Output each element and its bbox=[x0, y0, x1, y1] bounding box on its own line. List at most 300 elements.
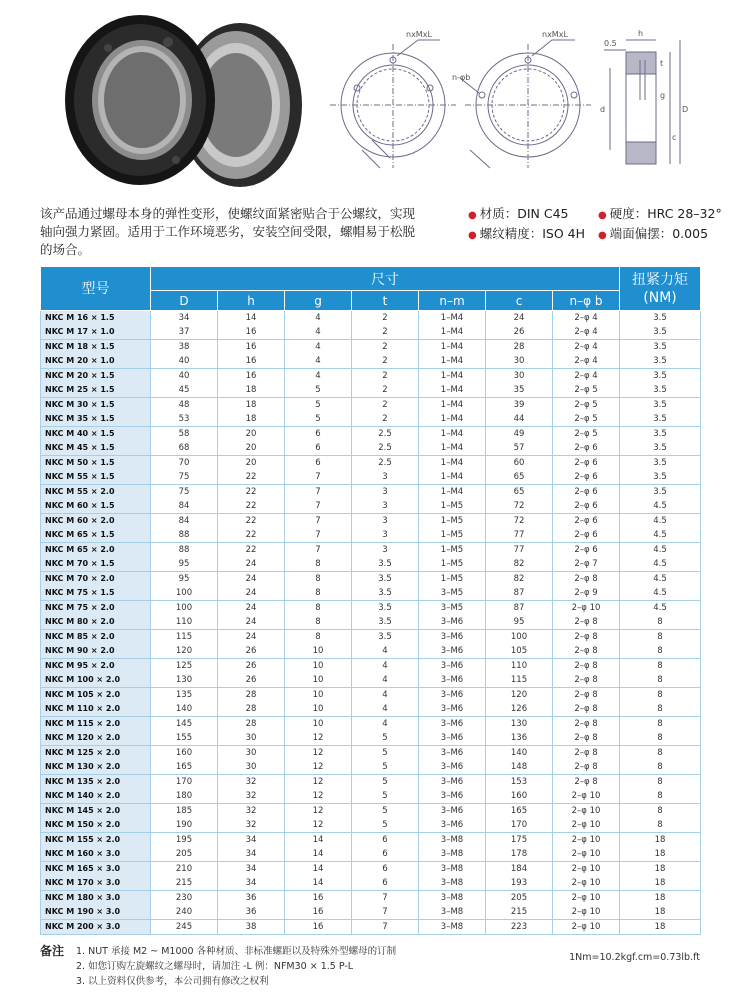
table-cell: 2–φ 8 bbox=[553, 717, 620, 732]
column-header: g bbox=[285, 291, 352, 311]
table-cell: 2–φ 6 bbox=[553, 485, 620, 500]
table-cell: 170 bbox=[486, 818, 553, 833]
table-row bbox=[41, 775, 701, 790]
table-cell: 170 bbox=[151, 775, 218, 790]
table-cell: 38 bbox=[218, 920, 285, 935]
table-cell: 7 bbox=[352, 905, 419, 920]
model-cell: NKC M 17 × 1.0 bbox=[41, 325, 151, 340]
note-line: 3. 以上资料仅供参考，本公司拥有修改之权利 bbox=[76, 976, 269, 987]
table-row bbox=[41, 340, 701, 355]
front1-callout-label: nxMxL bbox=[406, 30, 432, 39]
table-cell: 84 bbox=[151, 514, 218, 529]
table-cell: 2–φ 6 bbox=[553, 514, 620, 529]
table-cell: 14 bbox=[285, 833, 352, 848]
product-photo bbox=[65, 15, 302, 187]
table-cell: 26 bbox=[486, 325, 553, 340]
table-cell: 14 bbox=[285, 876, 352, 891]
table-cell: 2 bbox=[352, 340, 419, 355]
table-cell: 22 bbox=[218, 485, 285, 500]
table-cell: 8 bbox=[620, 688, 701, 703]
model-cell: NKC M 200 × 3.0 bbox=[41, 920, 151, 935]
model-cell: NKC M 45 × 1.5 bbox=[41, 441, 151, 456]
table-cell: 20 bbox=[218, 427, 285, 442]
table-cell: 215 bbox=[486, 905, 553, 920]
table-row bbox=[41, 818, 701, 833]
table-cell: 2–φ 10 bbox=[553, 804, 620, 819]
table-cell: 3–M6 bbox=[419, 615, 486, 630]
table-cell: 2–φ 10 bbox=[553, 920, 620, 935]
table-cell: 16 bbox=[218, 325, 285, 340]
table-cell: 2–φ 10 bbox=[553, 833, 620, 848]
table-row bbox=[41, 746, 701, 761]
spec-thread-accuracy: ● 螺纹精度：ISO 4H bbox=[468, 226, 586, 241]
table-cell: 2–φ 6 bbox=[553, 456, 620, 471]
table-cell: 70 bbox=[151, 456, 218, 471]
table-cell: 4 bbox=[352, 673, 419, 688]
table-cell: 1–M4 bbox=[419, 398, 486, 413]
table-cell: 190 bbox=[151, 818, 218, 833]
table-cell: 115 bbox=[151, 630, 218, 645]
table-cell: 7 bbox=[285, 528, 352, 543]
table-cell: 3–M6 bbox=[419, 818, 486, 833]
table-row bbox=[41, 499, 701, 514]
table-cell: 3–M6 bbox=[419, 717, 486, 732]
table-cell: 1–M4 bbox=[419, 340, 486, 355]
table-row bbox=[41, 760, 701, 775]
table-row bbox=[41, 557, 701, 572]
table-cell: 125 bbox=[151, 659, 218, 674]
table-cell: 2–φ 8 bbox=[553, 615, 620, 630]
table-cell: 2–φ 8 bbox=[553, 760, 620, 775]
model-cell: NKC M 20 × 1.5 bbox=[41, 369, 151, 384]
table-row bbox=[41, 325, 701, 340]
table-cell: 3.5 bbox=[620, 369, 701, 384]
table-cell: 10 bbox=[285, 659, 352, 674]
table-cell: 34 bbox=[218, 862, 285, 877]
table-cell: 223 bbox=[486, 920, 553, 935]
table-cell: 2–φ 4 bbox=[553, 354, 620, 369]
table-cell: 120 bbox=[486, 688, 553, 703]
table-row bbox=[41, 862, 701, 877]
model-cell: NKC M 130 × 2.0 bbox=[41, 760, 151, 775]
table-row bbox=[41, 731, 701, 746]
table-cell: 210 bbox=[151, 862, 218, 877]
table-cell: 145 bbox=[151, 717, 218, 732]
table-cell: 7 bbox=[352, 920, 419, 935]
table-cell: 3–M6 bbox=[419, 789, 486, 804]
table-cell: 245 bbox=[151, 920, 218, 935]
table-cell: 18 bbox=[620, 833, 701, 848]
table-cell: 22 bbox=[218, 499, 285, 514]
table-cell: 240 bbox=[151, 905, 218, 920]
table-cell: 8 bbox=[620, 789, 701, 804]
table-cell: 2–φ 9 bbox=[553, 586, 620, 601]
table-cell: 82 bbox=[486, 557, 553, 572]
table-cell: 88 bbox=[151, 528, 218, 543]
model-cell: NKC M 160 × 3.0 bbox=[41, 847, 151, 862]
spec-table bbox=[40, 266, 701, 935]
table-cell: 28 bbox=[218, 688, 285, 703]
table-cell: 3–M8 bbox=[419, 833, 486, 848]
table-cell: 5 bbox=[285, 412, 352, 427]
table-cell: 48 bbox=[151, 398, 218, 413]
table-cell: 165 bbox=[151, 760, 218, 775]
table-cell: 1–M4 bbox=[419, 383, 486, 398]
table-cell: 3.5 bbox=[352, 572, 419, 587]
table-cell: 95 bbox=[486, 615, 553, 630]
table-cell: 2–φ 8 bbox=[553, 702, 620, 717]
table-cell: 195 bbox=[151, 833, 218, 848]
table-cell: 2–φ 7 bbox=[553, 557, 620, 572]
table-cell: 8 bbox=[620, 673, 701, 688]
table-cell: 2–φ 8 bbox=[553, 572, 620, 587]
table-cell: 12 bbox=[285, 746, 352, 761]
unit-conversion: 1Nm=10.2kgf.cm=0.73lb.ft bbox=[569, 952, 700, 963]
table-cell: 115 bbox=[486, 673, 553, 688]
table-cell: 24 bbox=[218, 586, 285, 601]
table-cell: 2–φ 5 bbox=[553, 383, 620, 398]
table-cell: 58 bbox=[151, 427, 218, 442]
table-cell: 32 bbox=[218, 804, 285, 819]
table-cell: 100 bbox=[486, 630, 553, 645]
table-cell: 160 bbox=[151, 746, 218, 761]
table-cell: 95 bbox=[151, 557, 218, 572]
table-cell: 40 bbox=[151, 369, 218, 384]
model-cell: NKC M 95 × 2.0 bbox=[41, 659, 151, 674]
table-cell: 20 bbox=[218, 456, 285, 471]
table-cell: 205 bbox=[486, 891, 553, 906]
table-cell: 1–M4 bbox=[419, 427, 486, 442]
table-cell: 8 bbox=[620, 659, 701, 674]
table-cell: 3.5 bbox=[352, 615, 419, 630]
table-cell: 3.5 bbox=[620, 311, 701, 326]
table-cell: 8 bbox=[620, 615, 701, 630]
table-cell: 4.5 bbox=[620, 528, 701, 543]
table-cell: 3.5 bbox=[352, 557, 419, 572]
table-cell: 2–φ 10 bbox=[553, 789, 620, 804]
model-cell: NKC M 40 × 1.5 bbox=[41, 427, 151, 442]
model-header: 型号 bbox=[41, 267, 151, 311]
table-cell: 7 bbox=[285, 470, 352, 485]
table-cell: 2–φ 6 bbox=[553, 441, 620, 456]
table-row bbox=[41, 644, 701, 659]
table-cell: 2.5 bbox=[352, 441, 419, 456]
table-cell: 110 bbox=[486, 659, 553, 674]
table-cell: 8 bbox=[620, 717, 701, 732]
table-cell: 5 bbox=[285, 383, 352, 398]
model-cell: NKC M 60 × 2.0 bbox=[41, 514, 151, 529]
table-row bbox=[41, 630, 701, 645]
table-cell: 10 bbox=[285, 702, 352, 717]
table-cell: 153 bbox=[486, 775, 553, 790]
table-cell: 3–M6 bbox=[419, 644, 486, 659]
table-cell: 16 bbox=[285, 905, 352, 920]
table-cell: 2–φ 5 bbox=[553, 398, 620, 413]
table-cell: 3–M8 bbox=[419, 876, 486, 891]
table-cell: 3–M8 bbox=[419, 905, 486, 920]
column-header: D bbox=[151, 291, 218, 311]
table-cell: 68 bbox=[151, 441, 218, 456]
table-cell: 12 bbox=[285, 760, 352, 775]
model-cell: NKC M 80 × 2.0 bbox=[41, 615, 151, 630]
model-cell: NKC M 35 × 1.5 bbox=[41, 412, 151, 427]
table-cell: 34 bbox=[218, 847, 285, 862]
table-cell: 1–M5 bbox=[419, 514, 486, 529]
table-cell: 8 bbox=[620, 804, 701, 819]
table-cell: 37 bbox=[151, 325, 218, 340]
table-cell: 3 bbox=[352, 499, 419, 514]
model-cell: NKC M 65 × 2.0 bbox=[41, 543, 151, 558]
model-cell: NKC M 110 × 2.0 bbox=[41, 702, 151, 717]
table-cell: 7 bbox=[285, 514, 352, 529]
table-cell: 14 bbox=[285, 862, 352, 877]
table-cell: 44 bbox=[486, 412, 553, 427]
table-cell: 130 bbox=[151, 673, 218, 688]
table-cell: 36 bbox=[218, 905, 285, 920]
table-cell: 77 bbox=[486, 543, 553, 558]
model-cell: NKC M 190 × 3.0 bbox=[41, 905, 151, 920]
model-cell: NKC M 85 × 2.0 bbox=[41, 630, 151, 645]
table-cell: 2–φ 10 bbox=[553, 876, 620, 891]
table-cell: 4.5 bbox=[620, 499, 701, 514]
table-cell: 14 bbox=[218, 311, 285, 326]
table-cell: 30 bbox=[486, 369, 553, 384]
table-cell: 18 bbox=[620, 920, 701, 935]
table-cell: 4 bbox=[285, 325, 352, 340]
model-cell: NKC M 100 × 2.0 bbox=[41, 673, 151, 688]
table-cell: 8 bbox=[285, 557, 352, 572]
table-cell: 2–φ 10 bbox=[553, 847, 620, 862]
table-cell: 8 bbox=[620, 818, 701, 833]
table-cell: 2 bbox=[352, 311, 419, 326]
table-cell: 12 bbox=[285, 804, 352, 819]
table-cell: 34 bbox=[151, 311, 218, 326]
table-cell: 12 bbox=[285, 775, 352, 790]
hole-label: n-φb bbox=[452, 73, 471, 82]
table-cell: 32 bbox=[218, 775, 285, 790]
table-cell: 34 bbox=[218, 833, 285, 848]
table-cell: 3.5 bbox=[620, 441, 701, 456]
table-cell: 8 bbox=[285, 630, 352, 645]
table-cell: 30 bbox=[218, 746, 285, 761]
table-cell: 20 bbox=[218, 441, 285, 456]
table-cell: 10 bbox=[285, 688, 352, 703]
table-cell: 87 bbox=[486, 586, 553, 601]
table-cell: 30 bbox=[486, 354, 553, 369]
table-cell: 100 bbox=[151, 586, 218, 601]
table-cell: 57 bbox=[486, 441, 553, 456]
model-cell: NKC M 145 × 2.0 bbox=[41, 804, 151, 819]
table-cell: 6 bbox=[285, 427, 352, 442]
table-cell: 2–φ 10 bbox=[553, 818, 620, 833]
product-description: 该产品通过螺母本身的弹性变形，使螺纹面紧密贴合于公螺纹，实现轴向强力紧固。适用于工作环境恶劣，安装空间受限，螺帽易于松脱的场合。 bbox=[40, 206, 416, 257]
table-cell: 2–φ 10 bbox=[553, 891, 620, 906]
spec-material: ● 材质：DIN C45 bbox=[468, 206, 569, 221]
table-cell: 184 bbox=[486, 862, 553, 877]
table-cell: 3.5 bbox=[620, 325, 701, 340]
table-cell: 8 bbox=[285, 572, 352, 587]
table-cell: 3–M6 bbox=[419, 688, 486, 703]
table-cell: 16 bbox=[218, 340, 285, 355]
table-cell: 165 bbox=[486, 804, 553, 819]
table-cell: 2–φ 6 bbox=[553, 499, 620, 514]
table-cell: 5 bbox=[352, 804, 419, 819]
table-cell: 1–M4 bbox=[419, 412, 486, 427]
table-cell: 3–M8 bbox=[419, 847, 486, 862]
table-cell: 8 bbox=[620, 702, 701, 717]
table-cell: 2 bbox=[352, 325, 419, 340]
table-row bbox=[41, 441, 701, 456]
table-cell: 6 bbox=[352, 876, 419, 891]
model-cell: NKC M 30 × 1.5 bbox=[41, 398, 151, 413]
table-cell: 160 bbox=[486, 789, 553, 804]
table-cell: 1–M4 bbox=[419, 354, 486, 369]
table-cell: 77 bbox=[486, 528, 553, 543]
table-cell: 2–φ 8 bbox=[553, 630, 620, 645]
side-c-label: c bbox=[672, 133, 677, 142]
table-cell: 3.5 bbox=[620, 412, 701, 427]
table-cell: 2 bbox=[352, 412, 419, 427]
table-cell: 30 bbox=[218, 760, 285, 775]
table-cell: 3.5 bbox=[620, 485, 701, 500]
table-row bbox=[41, 354, 701, 369]
table-cell: 178 bbox=[486, 847, 553, 862]
table-cell: 4.5 bbox=[620, 543, 701, 558]
model-cell: NKC M 180 × 3.0 bbox=[41, 891, 151, 906]
table-cell: 2–φ 8 bbox=[553, 731, 620, 746]
table-cell: 75 bbox=[151, 485, 218, 500]
table-cell: 10 bbox=[285, 644, 352, 659]
model-cell: NKC M 55 × 1.5 bbox=[41, 470, 151, 485]
table-cell: 230 bbox=[151, 891, 218, 906]
table-cell: 2–φ 10 bbox=[553, 905, 620, 920]
table-cell: 1–M4 bbox=[419, 369, 486, 384]
table-cell: 3 bbox=[352, 528, 419, 543]
model-cell: NKC M 165 × 3.0 bbox=[41, 862, 151, 877]
table-cell: 4.5 bbox=[620, 601, 701, 616]
spec-runout: ● 端面偏摆：0.005 bbox=[598, 226, 709, 241]
table-cell: 16 bbox=[285, 920, 352, 935]
model-cell: NKC M 65 × 1.5 bbox=[41, 528, 151, 543]
table-cell: 8 bbox=[620, 630, 701, 645]
table-cell: 1–M5 bbox=[419, 528, 486, 543]
table-cell: 6 bbox=[352, 862, 419, 877]
table-cell: 140 bbox=[486, 746, 553, 761]
model-cell: NKC M 25 × 1.5 bbox=[41, 383, 151, 398]
table-cell: 1–M4 bbox=[419, 325, 486, 340]
hero-illustrations bbox=[0, 0, 740, 200]
table-cell: 110 bbox=[151, 615, 218, 630]
table-cell: 3–M6 bbox=[419, 673, 486, 688]
model-cell: NKC M 50 × 1.5 bbox=[41, 456, 151, 471]
table-row bbox=[41, 427, 701, 442]
model-cell: NKC M 20 × 1.0 bbox=[41, 354, 151, 369]
table-cell: 3.5 bbox=[352, 601, 419, 616]
column-header: c bbox=[486, 291, 553, 311]
model-cell: NKC M 75 × 1.5 bbox=[41, 586, 151, 601]
table-cell: 4 bbox=[352, 644, 419, 659]
table-cell: 53 bbox=[151, 412, 218, 427]
table-row bbox=[41, 891, 701, 906]
table-cell: 3–M5 bbox=[419, 586, 486, 601]
table-row bbox=[41, 412, 701, 427]
table-cell: 1–M4 bbox=[419, 470, 486, 485]
table-row bbox=[41, 688, 701, 703]
table-cell: 3.5 bbox=[620, 427, 701, 442]
model-cell: NKC M 120 × 2.0 bbox=[41, 731, 151, 746]
table-cell: 5 bbox=[352, 731, 419, 746]
model-cell: NKC M 105 × 2.0 bbox=[41, 688, 151, 703]
table-cell: 3–M8 bbox=[419, 920, 486, 935]
table-cell: 5 bbox=[352, 818, 419, 833]
table-cell: 24 bbox=[218, 572, 285, 587]
table-cell: 2 bbox=[352, 369, 419, 384]
table-cell: 3.5 bbox=[620, 383, 701, 398]
side-d-label: d bbox=[600, 105, 606, 114]
model-cell: NKC M 140 × 2.0 bbox=[41, 789, 151, 804]
table-cell: 6 bbox=[285, 456, 352, 471]
table-cell: 4.5 bbox=[620, 557, 701, 572]
table-cell: 1–M4 bbox=[419, 456, 486, 471]
table-row bbox=[41, 804, 701, 819]
table-cell: 30 bbox=[218, 731, 285, 746]
table-cell: 2.5 bbox=[352, 427, 419, 442]
model-cell: NKC M 16 × 1.5 bbox=[41, 311, 151, 326]
table-cell: 28 bbox=[486, 340, 553, 355]
table-cell: 18 bbox=[620, 847, 701, 862]
table-cell: 35 bbox=[486, 383, 553, 398]
table-row bbox=[41, 586, 701, 601]
table-cell: 180 bbox=[151, 789, 218, 804]
table-cell: 38 bbox=[151, 340, 218, 355]
table-cell: 26 bbox=[218, 659, 285, 674]
table-cell: 3–M5 bbox=[419, 601, 486, 616]
table-cell: 72 bbox=[486, 499, 553, 514]
table-cell: 12 bbox=[285, 789, 352, 804]
table-cell: 155 bbox=[151, 731, 218, 746]
table-cell: 1–M4 bbox=[419, 485, 486, 500]
notes-lines bbox=[76, 944, 396, 989]
column-header: t bbox=[352, 291, 419, 311]
table-cell: 95 bbox=[151, 572, 218, 587]
table-cell: 24 bbox=[218, 630, 285, 645]
table-cell: 2–φ 6 bbox=[553, 528, 620, 543]
table-row bbox=[41, 615, 701, 630]
table-cell: 3–M6 bbox=[419, 746, 486, 761]
table-cell: 6 bbox=[352, 847, 419, 862]
table-cell: 6 bbox=[285, 441, 352, 456]
table-cell: 4 bbox=[285, 354, 352, 369]
table-cell: 12 bbox=[285, 818, 352, 833]
table-row bbox=[41, 717, 701, 732]
table-cell: 2–φ 4 bbox=[553, 369, 620, 384]
table-cell: 3–M6 bbox=[419, 630, 486, 645]
table-cell: 26 bbox=[218, 644, 285, 659]
table-cell: 2–φ 8 bbox=[553, 746, 620, 761]
table-cell: 3–M6 bbox=[419, 731, 486, 746]
table-cell: 3–M6 bbox=[419, 702, 486, 717]
table-cell: 2 bbox=[352, 354, 419, 369]
table-cell: 3 bbox=[352, 485, 419, 500]
table-cell: 136 bbox=[486, 731, 553, 746]
table-cell: 3–M8 bbox=[419, 862, 486, 877]
table-row bbox=[41, 833, 701, 848]
table-cell: 24 bbox=[218, 615, 285, 630]
table-cell: 2–φ 8 bbox=[553, 659, 620, 674]
table-row bbox=[41, 514, 701, 529]
table-cell: 3–M8 bbox=[419, 891, 486, 906]
table-cell: 4 bbox=[352, 659, 419, 674]
